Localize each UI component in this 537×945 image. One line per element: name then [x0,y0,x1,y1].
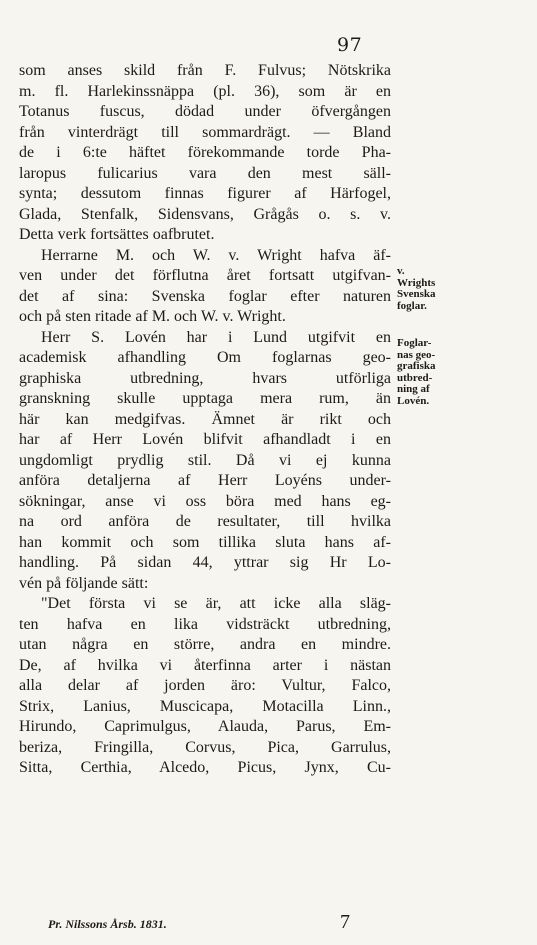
text-line: utan några en större, andra en mindre. [19,636,391,653]
text-line: det af sina: Svenska foglar efter naturen [19,287,391,305]
text-line: ten hafva en lika vidsträckt utbredning, [19,615,391,633]
text-line: handling. På sidan 44, yttrar sig Hr Lo- [19,554,391,571]
text-line: från vinterdrägt till sommardrägt. — Bland [19,123,391,141]
text-line: Hirundo, Caprimulgus, Alauda, Parus, Em- [19,718,391,735]
text-line: synta; dessutom finnas figurer af Härfogel, [19,185,391,202]
margin-note-line: Foglar- [397,337,432,349]
margin-note-line: grafiska [397,360,436,372]
margin-note-line: nas geo- [397,348,436,361]
margin-notes [397,266,457,407]
text-line: laropus fulicarius vara den mest säll- [19,164,391,182]
text-line: sökningar, anse vi oss böra med hans eg- [19,492,391,510]
text-line: ven under det förflutna året fortsatt utgifvan- [19,267,391,284]
footer-imprint: Pr. Nilssons Årsb. 1831. [48,917,167,931]
text-line: som anses skild från F. Fulvus; Nötskrika [19,62,391,79]
text-line: Herr S. Lovén har i Lund utgifvit en [41,328,391,346]
text-line: "Det första vi se är, att icke alla släg- [41,595,391,612]
text-line: beriza, Fringilla, Corvus, Pica, Garrulus, [19,738,391,756]
signature-mark: 7 [340,911,350,933]
text-line: han kommit och som tillika sluta hans af- [19,533,391,551]
text-line: na ord anföra de resultater, till hvilka [19,513,391,530]
margin-note-line: Wrights [397,276,436,289]
text-line: här kan medgifvas. Ämnet är rikt och [19,410,391,428]
text-line: academisk afhandling Om foglarnas geo- [19,349,391,366]
page-number: 97 [337,34,363,56]
text-line: Strix, Lanius, Muscicapa, Motacilla Linn., [19,697,391,715]
text-line: alla delar af jorden äro: Vultur, Falco, [19,677,391,694]
text-line: graphiska utbredning, hvars utförliga [19,369,391,387]
margin-note-line: Svenska [397,288,436,300]
text-line: Glada, Stenfalk, Sidensvans, Grågås o. s. v. [19,205,391,223]
text-line: granskning skulle upptaga mera rum, än [19,390,391,407]
text-line: vén på följande sätt: [19,574,149,592]
margin-note-line: v. [397,265,405,277]
text-line: Herrarne M. och W. v. Wright hafva äf- [41,246,391,264]
margin-note-line: foglar. [397,299,427,312]
body-text [19,61,391,779]
text-line: Detta verk fortsättes oafbrutet. [19,226,215,243]
margin-note-line: ning af [397,383,430,395]
margin-note-line: utbred- [397,371,433,384]
text-line: anföra detaljerna af Herr Loyéns under- [19,472,391,489]
text-line: m. fl. Harlekinssnäppa (pl. 36), som är en [19,82,391,100]
text-line: har af Herr Lovén blifvit afhandladt i en [19,431,391,448]
text-line: ungdomligt prydlig stil. Då vi ej kunna [19,451,391,469]
text-line: De, af hvilka vi återfinna arter i nästan [19,656,391,674]
text-line: de i 6:te häftet förekommande torde Pha- [19,144,391,161]
margin-note-line: Lovén. [397,394,430,407]
text-line: Totanus fuscus, dödad under öfvergången [19,103,391,120]
text-line: Sitta, Certhia, Alcedo, Picus, Jynx, Cu- [19,759,391,776]
text-line: och på sten ritade af M. och W. v. Wright. [19,308,286,325]
